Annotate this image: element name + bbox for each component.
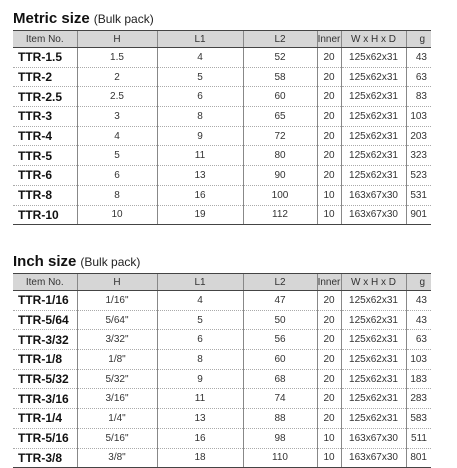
l2-cell: 65 (243, 107, 317, 127)
h-cell: 5/16" (77, 428, 157, 448)
l1-cell: 13 (157, 166, 243, 186)
item-no-cell: TTR-1/16 (13, 291, 77, 311)
inch-table-body (13, 291, 431, 468)
dimensions-cell: 125x62x31 (341, 389, 406, 409)
metric-subtitle: (Bulk pack) (93, 12, 154, 26)
item-no-cell: TTR-1/4 (13, 409, 77, 429)
weight-cell: 43 (406, 310, 431, 330)
dimensions-cell: 125x62x31 (341, 310, 406, 330)
l2-cell: 47 (243, 291, 317, 311)
inner-cell: 20 (317, 330, 341, 350)
weight-cell: 323 (406, 146, 431, 166)
h-cell: 2 (77, 67, 157, 87)
table-row (13, 448, 431, 468)
item-no-cell: TTR-5 (13, 146, 77, 166)
weight-cell: 523 (406, 166, 431, 186)
table-row (13, 369, 431, 389)
dimensions-cell: 125x62x31 (341, 369, 406, 389)
weight-cell: 63 (406, 330, 431, 350)
weight-cell: 511 (406, 428, 431, 448)
item-no-cell: TTR-3 (13, 107, 77, 127)
l1-cell: 9 (157, 126, 243, 146)
table-row (13, 146, 431, 166)
inner-cell: 20 (317, 409, 341, 429)
metric-heading (13, 8, 431, 30)
inner-cell: 10 (317, 205, 341, 225)
h-cell: 2.5 (77, 87, 157, 107)
inner-cell: 20 (317, 107, 341, 127)
l1-cell: 19 (157, 205, 243, 225)
l1-cell: 8 (157, 350, 243, 370)
weight-cell: 83 (406, 87, 431, 107)
item-no-cell: TTR-1/8 (13, 350, 77, 370)
inner-cell: 20 (317, 48, 341, 68)
l1-cell: 11 (157, 389, 243, 409)
header-weight: g (406, 274, 431, 291)
inner-cell: 20 (317, 166, 341, 186)
dimensions-cell: 125x62x31 (341, 107, 406, 127)
l2-cell: 60 (243, 87, 317, 107)
l2-cell: 80 (243, 146, 317, 166)
h-cell: 5/32" (77, 369, 157, 389)
l2-cell: 112 (243, 205, 317, 225)
inch-header-row (13, 274, 431, 291)
inner-cell: 20 (317, 87, 341, 107)
inner-cell: 20 (317, 310, 341, 330)
l2-cell: 68 (243, 369, 317, 389)
h-cell: 5/64" (77, 310, 157, 330)
h-cell: 6 (77, 166, 157, 186)
item-no-cell: TTR-3/8 (13, 448, 77, 468)
weight-cell: 531 (406, 185, 431, 205)
table-row (13, 409, 431, 429)
h-cell: 10 (77, 205, 157, 225)
l2-cell: 98 (243, 428, 317, 448)
header-h: H (77, 31, 157, 48)
weight-cell: 103 (406, 107, 431, 127)
h-cell: 4 (77, 126, 157, 146)
l2-cell: 60 (243, 350, 317, 370)
l2-cell: 58 (243, 67, 317, 87)
item-no-cell: TTR-2.5 (13, 87, 77, 107)
l2-cell: 100 (243, 185, 317, 205)
table-row (13, 428, 431, 448)
l2-cell: 88 (243, 409, 317, 429)
weight-cell: 63 (406, 67, 431, 87)
header-weight: g (406, 31, 431, 48)
dimensions-cell: 125x62x31 (341, 409, 406, 429)
inch-heading (13, 251, 431, 273)
metric-table (13, 30, 431, 225)
h-cell: 1/8" (77, 350, 157, 370)
h-cell: 3/32" (77, 330, 157, 350)
l1-cell: 18 (157, 448, 243, 468)
item-no-cell: TTR-3/32 (13, 330, 77, 350)
inner-cell: 20 (317, 126, 341, 146)
l2-cell: 56 (243, 330, 317, 350)
weight-cell: 901 (406, 205, 431, 225)
weight-cell: 583 (406, 409, 431, 429)
table-row (13, 310, 431, 330)
l1-cell: 6 (157, 330, 243, 350)
table-row (13, 291, 431, 311)
weight-cell: 283 (406, 389, 431, 409)
h-cell: 8 (77, 185, 157, 205)
inner-cell: 20 (317, 389, 341, 409)
header-l1: L1 (157, 274, 243, 291)
item-no-cell: TTR-5/32 (13, 369, 77, 389)
inner-cell: 20 (317, 291, 341, 311)
dimensions-cell: 163x67x30 (341, 205, 406, 225)
header-inner: Inner (317, 31, 341, 48)
dimensions-cell: 125x62x31 (341, 146, 406, 166)
header-l1: L1 (157, 31, 243, 48)
inner-cell: 20 (317, 67, 341, 87)
table-row (13, 166, 431, 186)
dimensions-cell: 125x62x31 (341, 67, 406, 87)
l2-cell: 52 (243, 48, 317, 68)
l1-cell: 11 (157, 146, 243, 166)
header-dimensions: W x H x D (341, 274, 406, 291)
inner-cell: 20 (317, 146, 341, 166)
inch-table (13, 273, 431, 468)
l1-cell: 4 (157, 291, 243, 311)
item-no-cell: TTR-10 (13, 205, 77, 225)
item-no-cell: TTR-3/16 (13, 389, 77, 409)
l1-cell: 16 (157, 185, 243, 205)
l1-cell: 8 (157, 107, 243, 127)
header-h: H (77, 274, 157, 291)
l1-cell: 5 (157, 67, 243, 87)
metric-table-body (13, 48, 431, 225)
item-no-cell: TTR-5/16 (13, 428, 77, 448)
table-row (13, 87, 431, 107)
dimensions-cell: 125x62x31 (341, 350, 406, 370)
inner-cell: 10 (317, 428, 341, 448)
inner-cell: 10 (317, 185, 341, 205)
inner-cell: 20 (317, 350, 341, 370)
weight-cell: 203 (406, 126, 431, 146)
h-cell: 5 (77, 146, 157, 166)
l1-cell: 9 (157, 369, 243, 389)
item-no-cell: TTR-2 (13, 67, 77, 87)
l2-cell: 72 (243, 126, 317, 146)
header-dimensions: W x H x D (341, 31, 406, 48)
table-row (13, 48, 431, 68)
dimensions-cell: 125x62x31 (341, 330, 406, 350)
h-cell: 1/4" (77, 409, 157, 429)
l1-cell: 16 (157, 428, 243, 448)
inch-title: Inch size (13, 253, 77, 270)
l2-cell: 74 (243, 389, 317, 409)
l1-cell: 6 (157, 87, 243, 107)
dimensions-cell: 163x67x30 (341, 428, 406, 448)
table-row (13, 185, 431, 205)
h-cell: 3 (77, 107, 157, 127)
item-no-cell: TTR-4 (13, 126, 77, 146)
item-no-cell: TTR-1.5 (13, 48, 77, 68)
item-no-cell: TTR-6 (13, 166, 77, 186)
l2-cell: 110 (243, 448, 317, 468)
weight-cell: 183 (406, 369, 431, 389)
l2-cell: 50 (243, 310, 317, 330)
table-row (13, 67, 431, 87)
l1-cell: 5 (157, 310, 243, 330)
l2-cell: 90 (243, 166, 317, 186)
table-row (13, 350, 431, 370)
l1-cell: 4 (157, 48, 243, 68)
table-row (13, 389, 431, 409)
item-no-cell: TTR-8 (13, 185, 77, 205)
header-inner: Inner (317, 274, 341, 291)
dimensions-cell: 125x62x31 (341, 48, 406, 68)
metric-title: Metric size (13, 10, 90, 27)
table-row (13, 107, 431, 127)
inch-section (13, 251, 431, 468)
inner-cell: 20 (317, 369, 341, 389)
header-l2: L2 (243, 274, 317, 291)
table-row (13, 126, 431, 146)
header-item-no: Item No. (13, 31, 77, 48)
inch-subtitle: (Bulk pack) (80, 255, 141, 269)
dimensions-cell: 163x67x30 (341, 185, 406, 205)
h-cell: 3/16" (77, 389, 157, 409)
h-cell: 1.5 (77, 48, 157, 68)
dimensions-cell: 125x62x31 (341, 166, 406, 186)
metric-header-row (13, 31, 431, 48)
table-row (13, 330, 431, 350)
weight-cell: 103 (406, 350, 431, 370)
header-l2: L2 (243, 31, 317, 48)
weight-cell: 43 (406, 291, 431, 311)
header-item-no: Item No. (13, 274, 77, 291)
table-row (13, 205, 431, 225)
weight-cell: 801 (406, 448, 431, 468)
dimensions-cell: 125x62x31 (341, 87, 406, 107)
item-no-cell: TTR-5/64 (13, 310, 77, 330)
dimensions-cell: 125x62x31 (341, 126, 406, 146)
h-cell: 3/8" (77, 448, 157, 468)
h-cell: 1/16" (77, 291, 157, 311)
l1-cell: 13 (157, 409, 243, 429)
dimensions-cell: 125x62x31 (341, 291, 406, 311)
inner-cell: 10 (317, 448, 341, 468)
metric-section (13, 8, 431, 225)
weight-cell: 43 (406, 48, 431, 68)
dimensions-cell: 163x67x30 (341, 448, 406, 468)
